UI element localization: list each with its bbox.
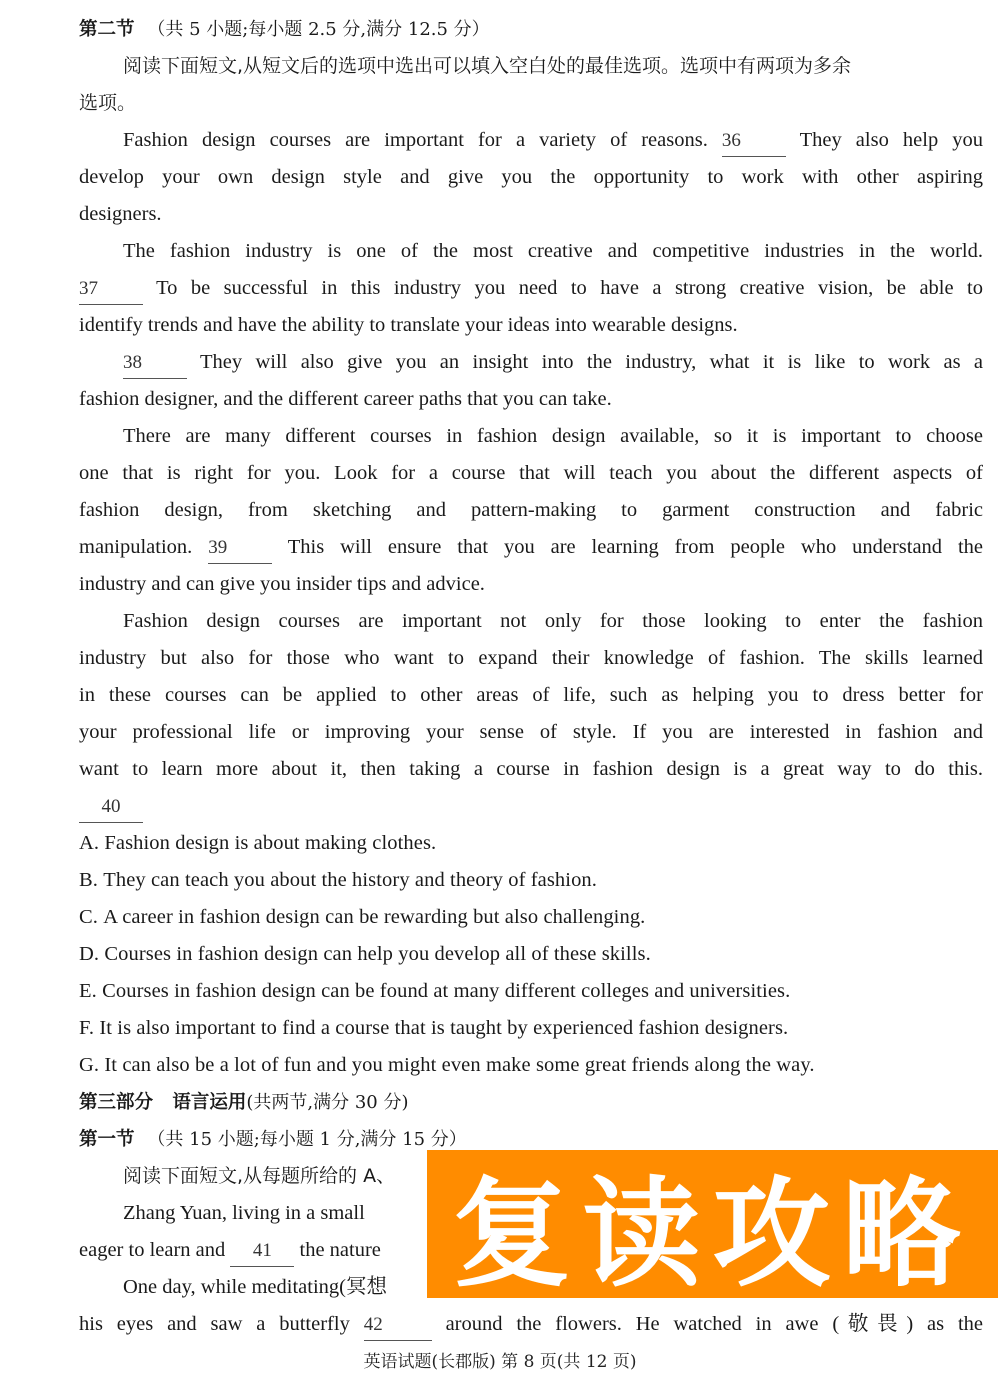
passage-line: your professional life or improving your sense of style. If you are interested in fashion and [79, 721, 983, 743]
text: eager to learn and [79, 1239, 226, 1261]
passage-line [79, 1306, 983, 1343]
option-text: It is also important to find a course that is taught by experienced fashion designers. [99, 1017, 789, 1039]
passage-line: one that is right for you. Look for a course that will teach you about the different aspects of [79, 462, 983, 484]
passage-line: want to learn more about it, then taking a course in fashion design is a great way to do this. [79, 758, 983, 780]
option-text: It can also be a lot of fun and you might even make some great friends along the way. [104, 1054, 815, 1076]
passage-line [79, 270, 983, 307]
passage-line: fashion designer, and the different career paths that you can take. [79, 388, 612, 410]
text: To be successful in this industry you need to have a strong creative vision, be able to [156, 277, 984, 299]
option-text: They can teach you about the history and theory of fashion. [103, 869, 597, 891]
section-subtitle: （共 5 小题;每小题 2.5 分,满分 12.5 分） [147, 19, 490, 40]
option-letter: A. [79, 832, 100, 854]
part-subtitle: (共两节,满分 30 分) [246, 1092, 409, 1113]
passage-line: One day, while meditating(冥想 [123, 1276, 387, 1298]
watermark-banner: 复读攻略 [427, 1150, 998, 1298]
option-e[interactable] [79, 973, 983, 1010]
text: his eyes and saw a butterfly [79, 1313, 350, 1335]
option-a[interactable] [79, 825, 983, 862]
option-text: Courses in fashion design can help you develop all of these skills. [104, 943, 651, 965]
part-3-header [79, 1084, 983, 1121]
text: They will also give you an insight into the industry, what it is like to work as a [199, 351, 983, 373]
text: around the flowers. He watched in awe (敬畏) as the [445, 1313, 984, 1335]
option-b[interactable] [79, 862, 983, 899]
option-c[interactable] [79, 899, 983, 936]
passage-line: develop your own design style and give you the opportunity to work with other aspiring [79, 166, 983, 188]
instructions: 阅读下面短文,从每题所给的 A、 [123, 1165, 396, 1187]
page-footer: 英语试题(长郡版) 第 8 页(共 12 页) [363, 1352, 637, 1372]
passage-line: fashion design, from sketching and pattern-making to garment construction and fabric [79, 499, 983, 521]
option-letter: B. [79, 869, 98, 891]
passage-line: Zhang Yuan, living in a small [123, 1202, 365, 1224]
option-text: A career in fashion design can be rewarding but also challenging. [103, 906, 646, 928]
passage-line: industry and can give you insider tips and advice. [79, 573, 485, 595]
option-d[interactable] [79, 936, 983, 973]
option-letter: F. [79, 1017, 95, 1039]
section-title: 第二节 [79, 19, 135, 40]
text: Fashion design courses are important for a variety of reasons. [123, 129, 708, 151]
text: manipulation. [79, 536, 193, 558]
passage-line: designers. [79, 203, 162, 225]
option-text: Fashion design is about making clothes. [104, 832, 437, 854]
passage-line: There are many different courses in fashion design available, so it is important to choose [123, 425, 983, 447]
blank-40[interactable]: 40 [79, 794, 143, 823]
passage-line: in these courses can be applied to other areas of life, such as helping you to dress better for [79, 684, 983, 706]
option-letter: D. [79, 943, 100, 965]
blank-37[interactable]: 37 [79, 276, 143, 305]
blank-42[interactable]: 42 [364, 1312, 432, 1341]
instructions: 阅读下面短文,从短文后的选项中选出可以填入空白处的最佳选项。选项中有两项为多余 [123, 55, 852, 77]
passage-line: Fashion design courses are important not only for those looking to enter the fashion [123, 610, 983, 632]
blank-38[interactable]: 38 [123, 350, 187, 379]
option-letter: C. [79, 906, 98, 928]
section-subtitle: （共 15 小题;每小题 1 分,满分 15 分） [147, 1129, 467, 1150]
option-text: Courses in fashion design can be found at many different colleges and universities. [102, 980, 791, 1002]
option-f[interactable] [79, 1010, 983, 1047]
blank-41[interactable]: 41 [230, 1238, 294, 1267]
text: They also help you [799, 129, 984, 151]
section-2-header [79, 11, 983, 48]
text: This will ensure that you are learning from people who understand the [287, 536, 984, 558]
part-title: 第三部分 [79, 1092, 154, 1113]
option-letter: E. [79, 980, 97, 1002]
passage-line: identify trends and have the ability to translate your ideas into wearable designs. [79, 314, 738, 336]
passage-line: industry but also for those who want to expand their knowledge of fashion. The skills learned [79, 647, 983, 669]
passage-line: The fashion industry is one of the most creative and competitive industries in the world. [123, 240, 983, 262]
blank-36[interactable]: 36 [722, 128, 786, 157]
passage-line [79, 344, 983, 381]
text: the nature [299, 1239, 381, 1261]
option-g[interactable] [79, 1047, 983, 1084]
section-title: 第一节 [79, 1129, 135, 1150]
blank-39[interactable]: 39 [208, 535, 272, 564]
passage-line [79, 122, 983, 159]
option-letter: G. [79, 1054, 100, 1076]
passage-line [79, 788, 983, 825]
instructions-cont: 选项。 [79, 92, 137, 114]
passage-line [79, 529, 983, 566]
part-name: 语言运用 [172, 1092, 247, 1113]
